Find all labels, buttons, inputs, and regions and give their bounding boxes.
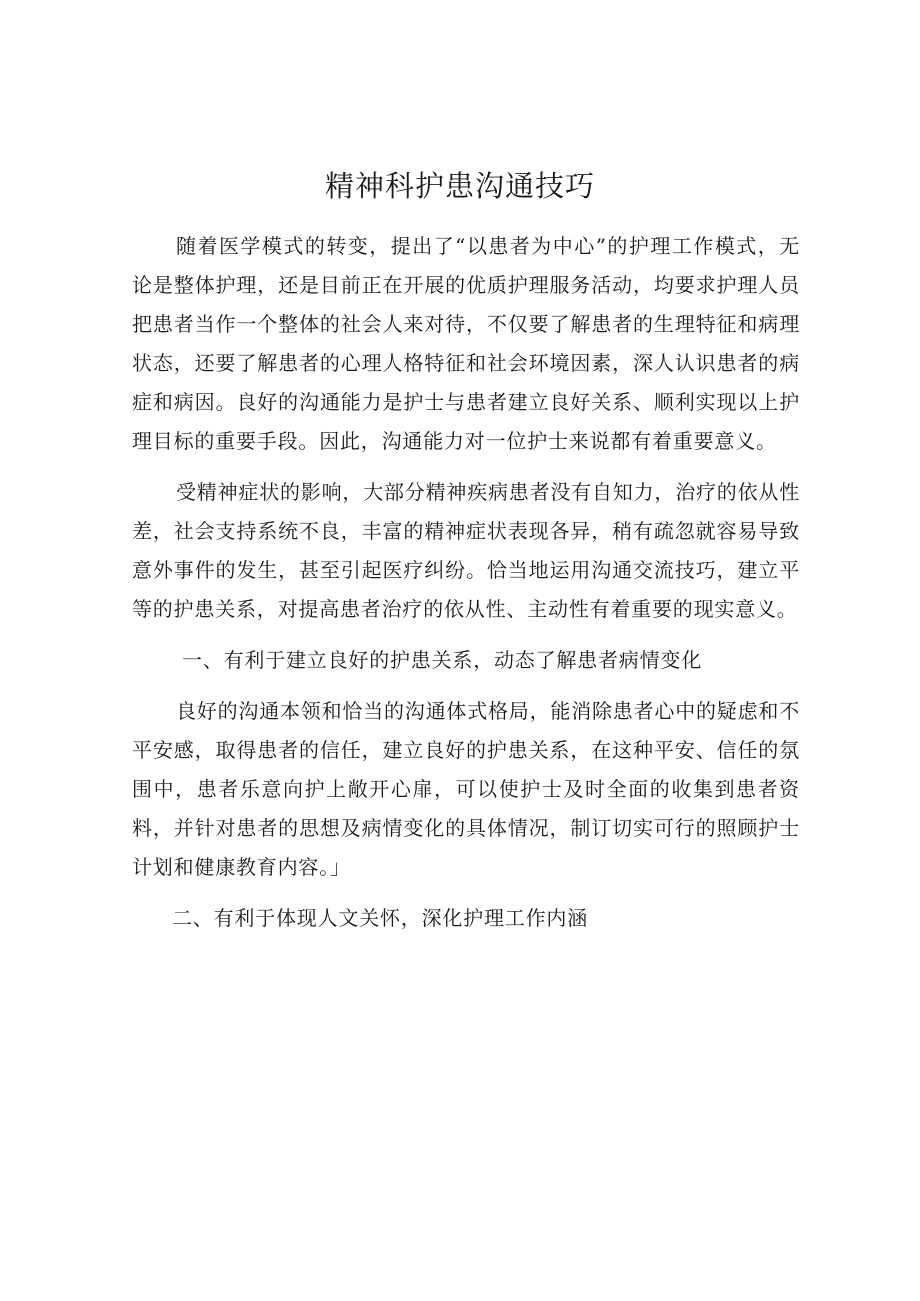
paragraph-intro: 随着医学模式的转变，提出了“以患者为中心”的护理工作模式，无论是整体护理，还是目前正在开展的优质护理服务活动，均要求护理人员把患者当作一个整体的社会人来对待，不仅要了解患者的生理特征和病理状态，还要了解患者的心理人格特征和社会环境因素，深人认识患者的病症和病因。良好的沟通能力是护士与患者建立良好关系、顺利实现以上护理目标的重要手段。因此，沟通能力对一位护士来说都有着重要意义。 xyxy=(132,234,800,453)
paragraph-communication: 良好的沟通本领和恰当的沟通体式格局，能消除患者心中的疑虑和不平安感，取得患者的信任，建立良好的护患关系，在这种平安、信任的氛围中，患者乐意向护上敞开心扉，可以使护士及时全面的收集到患者资料，并针对患者的思想及病情变化的具体情况，制订切实可行的照顾护士计划和健康教育内容。」 xyxy=(132,699,800,879)
document-title: 精神科护患沟通技巧 xyxy=(324,169,595,203)
section-heading-1: 一、有利于建立良好的护患关系，动态了解患者病情变化 xyxy=(182,648,702,672)
paragraph-symptoms: 受精神症状的影响，大部分精神疾病患者没有自知力，治疗的依从性差，社会支持系统不良，丰富的精神症状表现各异，稍有疏忽就容易导致意外事件的发生，甚至引起医疗纠纷。恰当地运用沟通交流技巧，建立平等的护患关系，对提高患者治疗的依从性、主动性有着重要的现实意义。 xyxy=(132,480,800,621)
section-heading-2: 二、有利于体现人文关怀，深化护理工作内涵 xyxy=(172,906,588,930)
document-body xyxy=(132,227,800,938)
